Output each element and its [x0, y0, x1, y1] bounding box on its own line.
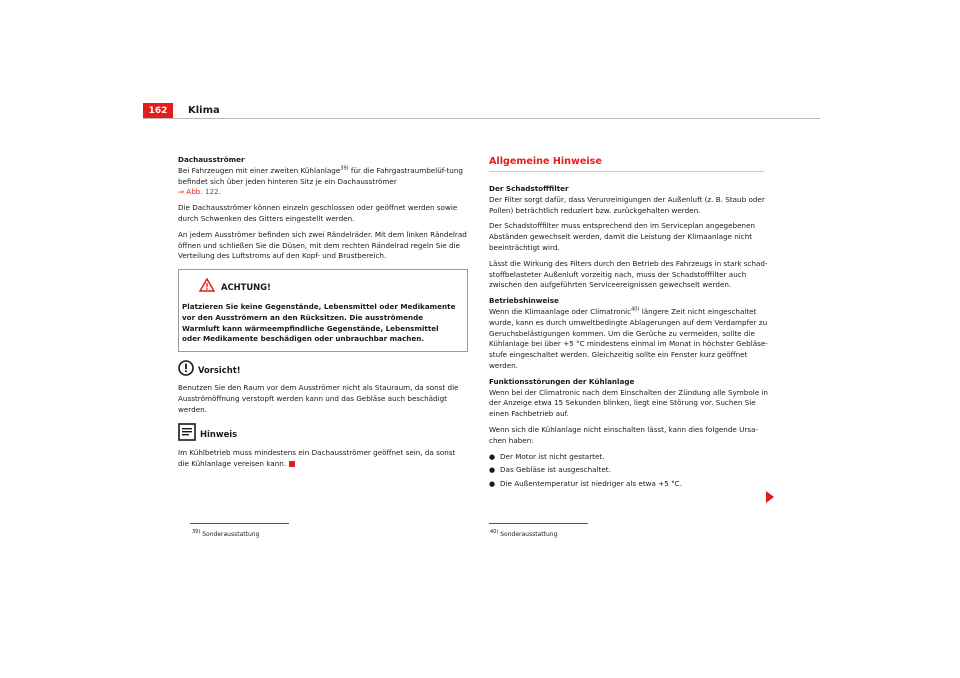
- filter-paragraph-2: Der Schadstofffilter muss entsprechend den im Serviceplan angegebenen Abständen gewechselt werden, damit die Leistung der Klimaanlage nicht beeinträchtigt wird.: [489, 221, 756, 252]
- dachaus-paragraph-2: Die Dachausströmer können einzeln geschlossen oder geöffnet werden sowie durch Schwenken des Gitters eingestellt werden.: [178, 203, 458, 223]
- right-column: [489, 155, 771, 493]
- warning-title: ACHTUNG!: [221, 281, 271, 292]
- warning-header: [199, 278, 459, 296]
- cause-list: [489, 452, 771, 490]
- list-item: [489, 465, 771, 476]
- bullet-icon: ●: [489, 466, 496, 475]
- dachaus-text-end: .: [218, 187, 221, 197]
- caution-exclamation-icon: [178, 360, 194, 380]
- betrieb-text-b: längere Zeit nicht eingeschaltet wurde, kann es durch umweltbedingte Ablagerungen auf dem Verdampfer zu Geruchsbelästigungen kommen. Um die Gerüche zu vermeiden, sollte die Kühlanlage bei über +5 °C mindestens einmal im Monat in höchster Gebläse-stufe eingeschaltet werden. Gleichzeitig sollte ein Fenster kurz geöffnet werden.: [489, 306, 768, 370]
- filter-paragraph-3: Lässt die Wirkung des Filters durch den Betrieb des Fahrzeugs in stark schad-stoffbelasteter Außenluft vorzeitig nach, muss der Schadstofffilter auch zwischen den aufgeführten Serviceereignissen gewechselt werden.: [489, 258, 768, 290]
- footnote-rule-left: [190, 523, 289, 524]
- header-rule: [143, 118, 820, 119]
- caution-header: [178, 360, 468, 380]
- stoerung-paragraph-1: Wenn bei der Climatronic nach dem Einschalten der Zündung alle Symbole in der Anzeige etwa 15 Sekunden blinken, liegt eine Störung vor. Suchen Sie einen Fachbetrieb auf.: [489, 387, 768, 419]
- footnote-ref-39[interactable]: 39): [340, 165, 349, 172]
- footnote-right: [490, 531, 557, 539]
- note-text-paragraph: [178, 448, 468, 470]
- header-title: Klima: [188, 105, 220, 116]
- warning-text: Platzieren Sie keine Gegenstände, Lebensmittel oder Medikamente vor den Ausströmern an den Rücksitzen. Die ausströmende Warmluft kann wärmeempfindliche Gegenstände, Lebensmittel oder Medikamente beschädigen oder unbrauchbar machen.: [182, 301, 456, 344]
- end-of-section-marker: [289, 461, 295, 467]
- list-item-text: Das Gebläse ist ausgeschaltet.: [500, 465, 611, 475]
- betrieb-text-a: Wenn die Klimaanlage oder Climatronic: [489, 306, 632, 316]
- list-item: [489, 452, 771, 463]
- figure-link[interactable]: ⇒ Abb. 122: [178, 187, 219, 197]
- footnote-left-number: 39): [192, 529, 201, 535]
- list-item-text: Der Motor ist nicht gestartet.: [500, 451, 605, 461]
- list-item-text: Die Außentemperatur ist niedriger als etwa +5 °C.: [500, 479, 682, 489]
- section-title: Allgemeine Hinweise: [489, 155, 764, 172]
- info-note-icon: [178, 423, 196, 445]
- betrieb-paragraph: [489, 307, 771, 372]
- stoerung-heading: Funktionsstörungen der Kühlanlage: [489, 376, 635, 386]
- next-page-arrow-icon[interactable]: [766, 491, 774, 503]
- list-item: [489, 479, 771, 490]
- dachaus-text-b: für die Fahrgastraumbelüf-tung befindet sich über jeden hinteren Sitz je ein Dachausströmer: [178, 165, 463, 186]
- warning-triangle-icon: [199, 278, 215, 296]
- caution-title: Vorsicht!: [198, 364, 241, 375]
- note-text: Im Kühlbetrieb muss mindestens ein Dachausströmer geöffnet sein, da sonst die Kühlanlage vereisen kann.: [178, 448, 456, 468]
- footnote-right-text: Sonderausstattung: [500, 531, 558, 538]
- filter-paragraph-1: Der Filter sorgt dafür, dass Verunreinigungen der Außenluft (z. B. Staub oder Pollen) beträchtlich reduziert bzw. zurückgehalten werden.: [489, 194, 765, 215]
- caution-text: Benutzen Sie den Raum vor dem Ausströmer nicht als Stauraum, da sonst die Ausströmöffnung verstopft werden kann und das Gebläse auch beschädigt werden.: [178, 382, 459, 414]
- footnote-left-text: Sonderausstattung: [202, 531, 260, 538]
- page-number: 162: [143, 103, 173, 119]
- filter-heading: Der Schadstofffilter: [489, 184, 569, 193]
- footnote-right-number: 40): [490, 529, 499, 535]
- dachaus-text-a: Bei Fahrzeugen mit einer zweiten Kühlanlage: [178, 165, 341, 175]
- footnote-rule-right: [489, 523, 588, 524]
- dachaus-paragraph-3: An jedem Ausströmer befinden sich zwei Rändelräder. Mit dem linken Rändelrad öffnen und schließen Sie die Düsen, mit dem rechten Rändelrad regeln Sie die Verteilung des Luftstroms auf den Kopf- und Brustbereich.: [178, 229, 467, 261]
- note-title: Hinweis: [200, 428, 238, 439]
- betrieb-heading: Betriebshinweise: [489, 296, 559, 306]
- note-header: [178, 423, 468, 445]
- dachausstroemer-paragraph: [178, 166, 468, 198]
- left-column: [178, 155, 468, 475]
- warning-box: [178, 269, 468, 352]
- footnote-ref-40[interactable]: 40): [631, 306, 640, 313]
- dachausstroemer-heading: Dachausströmer: [178, 155, 245, 164]
- footnote-left: [192, 531, 259, 539]
- bullet-icon: ●: [489, 480, 496, 489]
- stoerung-paragraph-2: Wenn sich die Kühlanlage nicht einschalten lässt, kann dies folgende Ursa-chen haben:: [489, 424, 759, 445]
- bullet-icon: ●: [489, 452, 496, 461]
